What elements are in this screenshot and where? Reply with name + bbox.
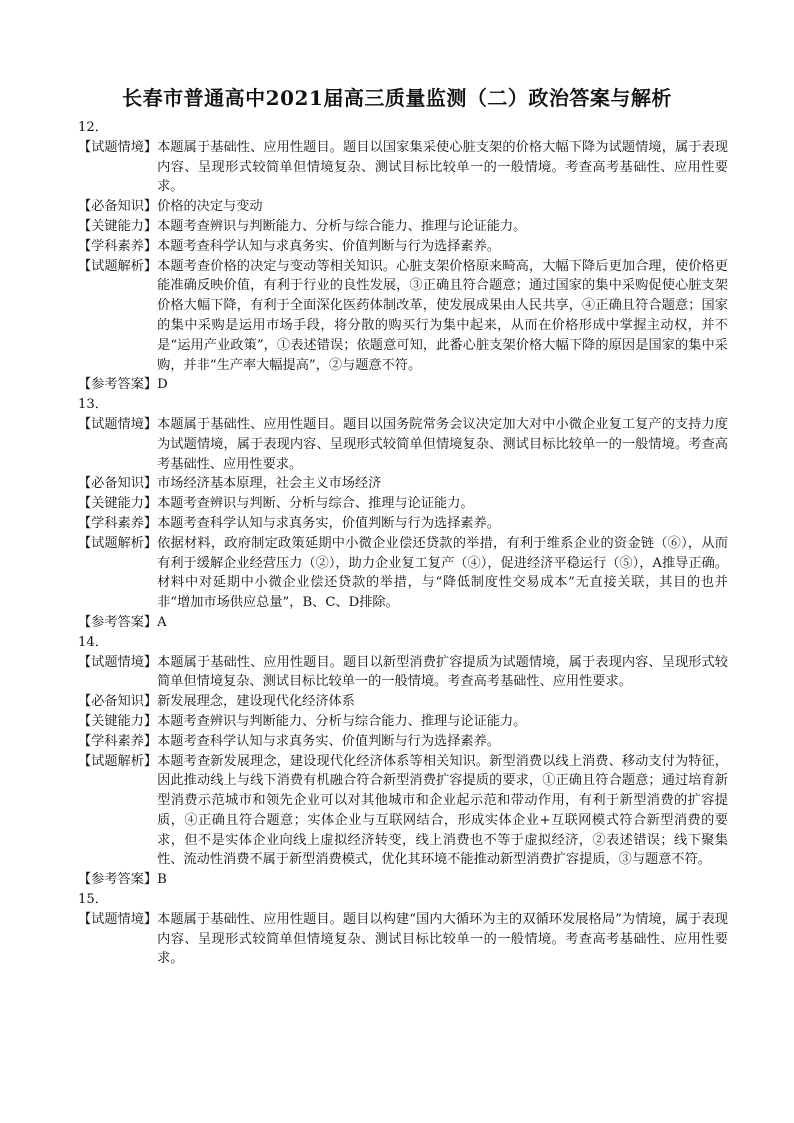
question-number: 14． (78, 634, 108, 650)
document-title: 长春市普通高中2021届高三质量监测（二）政治答案与解析 (122, 86, 672, 110)
section-label: 【必备知识】 (78, 694, 158, 710)
section-label: 【参考答案】 (78, 614, 158, 630)
section-row (78, 494, 728, 514)
section-label: 【试题解析】 (78, 535, 158, 551)
section-row (78, 712, 728, 732)
section-row (78, 237, 728, 257)
section-text: 本题考查新发展理念，建设现代化经济体系等相关知识。新型消费以线上消费、移动支付为特征，因此推动线上与线下消费有机融合符合新型消费扩容提质的要求，①正确且符合题意；通过培育新型消费示范城市和领先企业可以对其他城市和企业起示范和带动作用，有利于新型消费的扩容提质，④正确且符合题意；实体企业与互联网结合，形成实体企业+互联网模式符合新型消费的要求，但不是实体企业向线上虚拟经济转变，线上消费也不等于虚拟经济，②表述错误；线下聚集性、流动性消费不属于新型消费模式，优化其环境不能推动新型消费扩容提质，③与题意不符。 (157, 753, 728, 868)
section-text: 本题考查科学认知与求真务实、价值判断与行为选择素养。 (157, 238, 500, 254)
section-text: A (157, 614, 167, 630)
question-number: 12． (78, 120, 108, 135)
section-text: 市场经济基本原理，社会主义市场经济 (157, 476, 382, 492)
section-text: 本题属于基础性、应用性题目。题目以构建“国内大循环为主的双循环发展格局”为情境，属于表现内容、呈现形式较简单但情境复杂、测试目标比较单一的一般情境。考查高考基础性、应用性要求。 (157, 911, 728, 967)
section-text: 本题属于基础性、应用性题目。题目以国务院常务会议决定加大对中小微企业复工复产的支持力度为试题情境，属于表现内容、呈现形式较简单但情境复杂、测试目标比较单一的一般情境。考查高考基础性、应用性要求。 (157, 416, 728, 472)
section-row (78, 613, 728, 633)
section-row (78, 474, 728, 494)
section-text: D (157, 377, 168, 393)
section-label: 【学科素养】 (78, 733, 158, 749)
section-row (78, 870, 728, 890)
section-row (78, 415, 728, 474)
section-text: 本题考查辨识与判断能力、分析与综合能力、推理与论证能力。 (157, 218, 527, 234)
section-label: 【学科素养】 (78, 515, 158, 531)
section-text: 本题属于基础性、应用性题目。题目以国家集采使心脏支架的价格大幅下降为试题情境，属于表现内容、呈现形式较简单但情境复杂、测试目标比较单一的一般情境。考查高考基础性、应用性要求。 (157, 139, 728, 195)
section-row (78, 257, 728, 376)
section-row (78, 692, 728, 712)
section-row (78, 732, 728, 752)
section-row (78, 653, 728, 693)
section-text: 依据材料，政府制定政策延期中小微企业偿还贷款的举措，有利于维系企业的资金链（⑥），从而有利于缓解企业经营压力（②），助力企业复工复产（④），促进经济平稳运行（⑤），A推导正确。材料中对延期中小微企业偿还贷款的举措，与“降低制度性交易成本”无直接关联，其目的也并非“增加市场供应总量”，B、C、D排除。 (157, 535, 728, 611)
question-block (78, 890, 728, 969)
section-row (78, 197, 728, 217)
section-label: 【参考答案】 (78, 377, 158, 393)
section-label: 【关键能力】 (78, 496, 158, 512)
section-label: 【试题解析】 (78, 753, 158, 769)
answer-content (78, 118, 728, 969)
section-row (78, 752, 728, 871)
section-text: 本题考查价格的决定与变动等相关知识。心脏支架价格原来畸高，大幅下降后更加合理，使价格更能准确反映价值，有利于行业的良性发展，③正确且符合题意；通过国家的集中采购促使心脏支架价格大幅下降，有利于全面深化医药体制改革，使发展成果由人民共享，④正确且符合题意；国家的集中采购是运用市场手段，将分散的购买行为集中起来，从而在价格形成中掌握主动权，并不是“运用产业政策”，①表述错误；依题意可知，此番心脏支架价格大幅下降的原因是国家的集中采购，并非“生产率大幅提高”，②与题意不符。 (157, 258, 728, 373)
question-block (78, 118, 728, 395)
section-label: 【关键能力】 (78, 218, 158, 234)
section-label: 【试题解析】 (78, 258, 158, 274)
question-block (78, 633, 728, 890)
section-label: 【必备知识】 (78, 199, 158, 215)
section-label: 【试题情境】 (78, 654, 158, 670)
section-text: 本题考查辨识与判断、分析与综合、推理与论证能力。 (157, 496, 474, 512)
section-row (78, 375, 728, 395)
section-label: 【试题情境】 (78, 416, 158, 432)
section-text: 新发展理念，建设现代化经济体系 (157, 694, 355, 710)
section-row (78, 138, 728, 197)
section-text: 价格的决定与变动 (157, 199, 263, 215)
question-number: 13． (78, 397, 108, 413)
section-label: 【学科素养】 (78, 238, 158, 254)
section-text: 本题属于基础性、应用性题目。题目以新型消费扩容提质为试题情境，属于表现内容、呈现形式较简单但情境复杂、测试目标比较单一的一般情境。考查高考基础性、应用性要求。 (157, 654, 728, 690)
section-row (78, 910, 728, 969)
section-label: 【试题情境】 (78, 911, 158, 927)
section-text: B (157, 872, 167, 888)
section-row (78, 534, 728, 613)
section-row (78, 514, 728, 534)
question-number: 15． (78, 892, 108, 908)
section-label: 【必备知识】 (78, 476, 158, 492)
section-text: 本题考查辨识与判断能力、分析与综合能力、推理与论证能力。 (157, 713, 527, 729)
section-label: 【参考答案】 (78, 872, 158, 888)
section-label: 【试题情境】 (78, 139, 158, 155)
section-row (78, 217, 728, 237)
section-text: 本题考查科学认知与求真务实、价值判断与行为选择素养。 (157, 733, 500, 749)
question-block (78, 395, 728, 633)
section-text: 本题考查科学认知与求真务实，价值判断与行为选择素养。 (157, 515, 500, 531)
section-label: 【关键能力】 (78, 713, 158, 729)
